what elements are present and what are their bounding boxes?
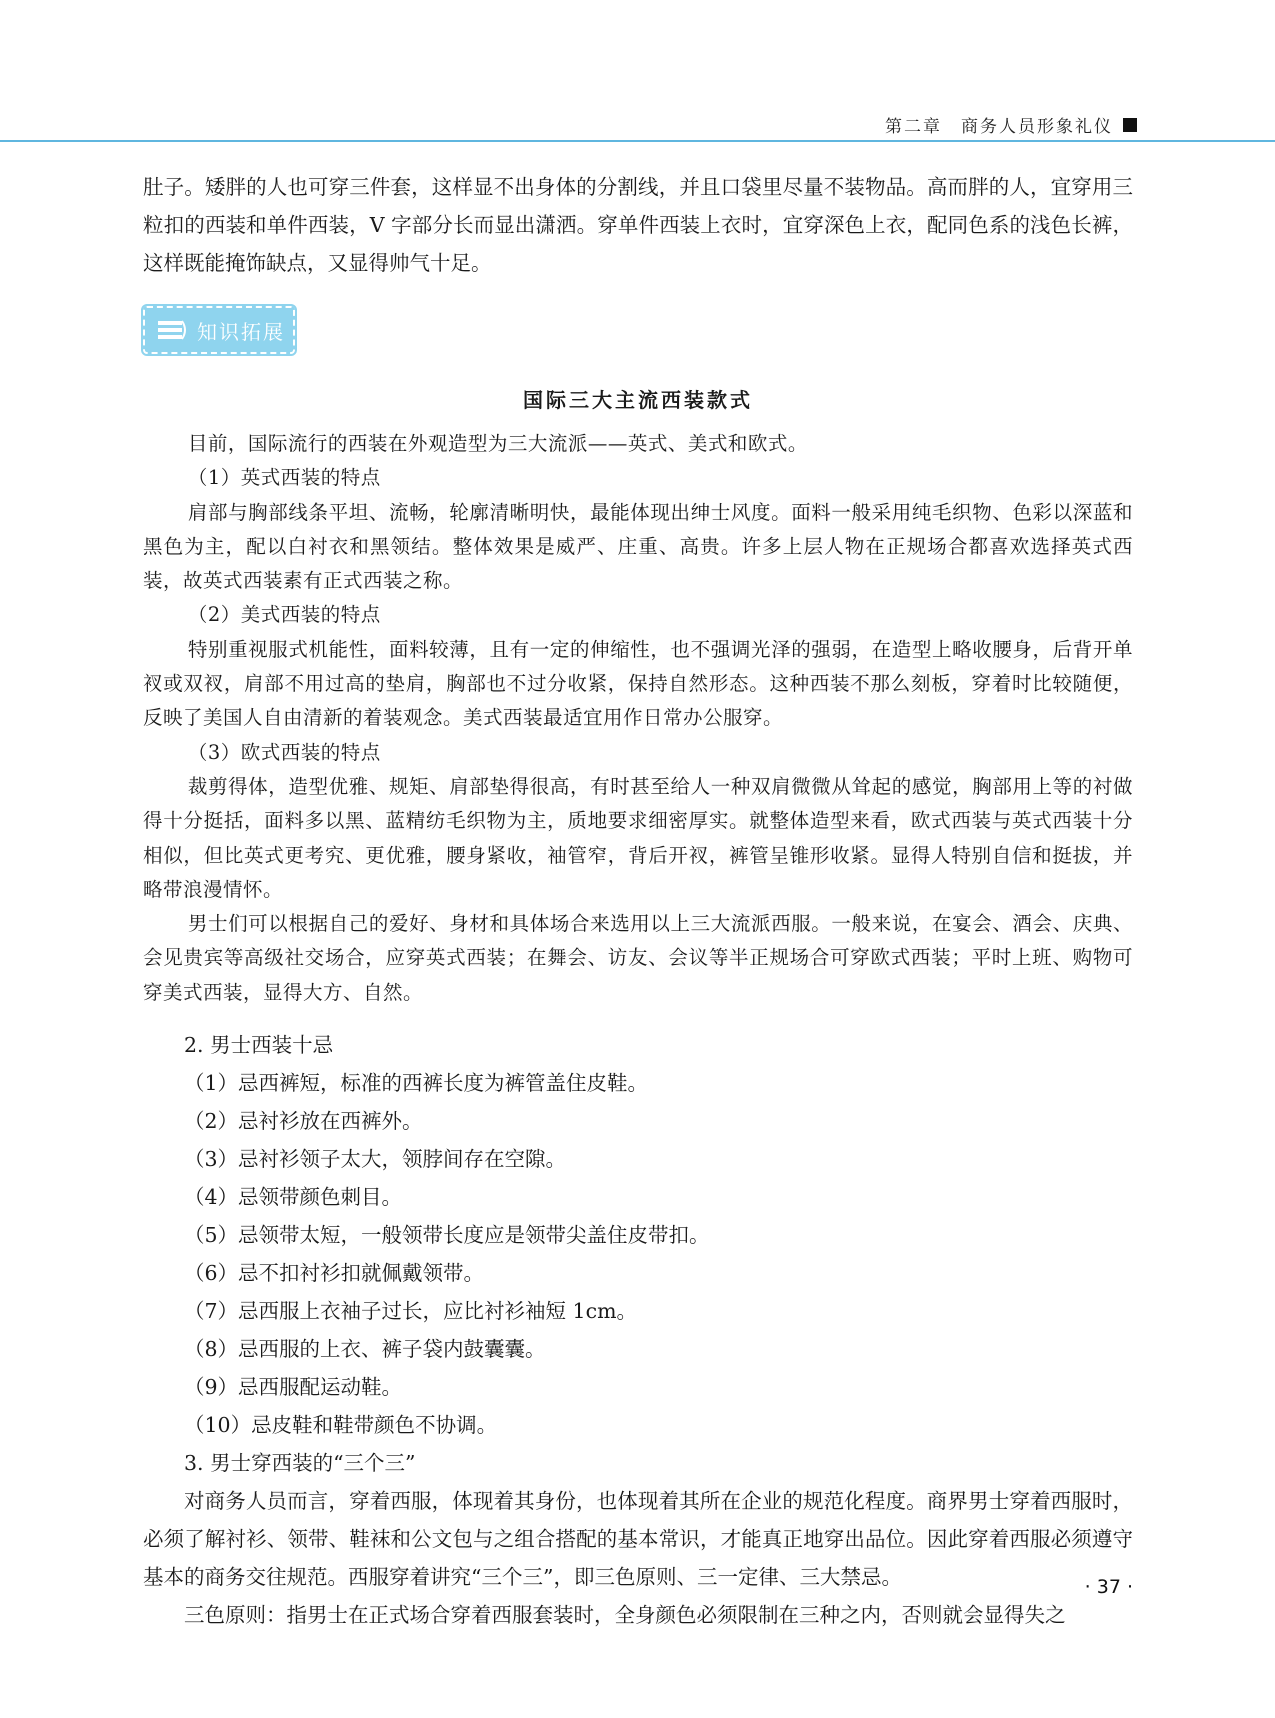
- section-heading-three-threes: 3. 男士穿西装的“三个三”: [184, 1451, 416, 1476]
- list-item: （5）忌领带太短，一般领带长度应是领带尖盖住皮带扣。: [184, 1223, 710, 1248]
- body-paragraph: 三色原则：指男士在正式场合穿着西服套装时，全身颜色必须限制在三种之内，否则就会显得失之: [184, 1603, 1066, 1628]
- extension-subheading: （1）英式西装的特点: [187, 466, 381, 490]
- list-item: （1）忌西裤短，标准的西裤长度为裤管盖住皮鞋。: [184, 1071, 649, 1096]
- list-item: （6）忌不扣衬衫扣就佩戴领带。: [184, 1261, 485, 1286]
- list-item: （7）忌西服上衣袖子过长，应比衬衫袖短 1cm。: [184, 1299, 638, 1324]
- extension-title: 国际三大主流西装款式: [523, 388, 753, 412]
- list-item: （9）忌西服配运动鞋。: [184, 1375, 403, 1400]
- extension-paragraph: 特别重视服式机能性，面料较薄，且有一定的伸缩性，也不强调光泽的强弱，在造型上略收腰身，后背开单衩或双衩，肩部不用过高的垫肩，胸部也不过分收紧，保持自然形态。这种西装不那么刻板，穿着时比较随便，反映了美国人自由清新的着装观念。美式西装最适宜用作日常办公服穿。: [143, 637, 1133, 730]
- extension-subheading: （2）美式西装的特点: [187, 603, 381, 627]
- extension-body: [143, 427, 1133, 1010]
- book-icon: [155, 315, 189, 345]
- list-item: （10）忌皮鞋和鞋带颜色不协调。: [184, 1413, 498, 1438]
- page-header: [0, 0, 1275, 140]
- extension-paragraph: 肩部与胸部线条平坦、流畅，轮廓清晰明快，最能体现出绅士风度。面料一般采用纯毛织物、色彩以深蓝和黑色为主，配以白衬衣和黑领结。整体效果是威严、庄重、高贵。许多上层人物在正规场合都喜欢选择英式西装，故英式西装素有正式西装之称。: [143, 500, 1133, 593]
- section-heading-taboos: 2. 男士西装十忌: [184, 1033, 334, 1058]
- extension-paragraph: 男士们可以根据自己的爱好、身材和具体场合来选用以上三大流派西服。一般来说，在宴会、酒会、庆典、会见贵宾等高级社交场合，应穿英式西装；在舞会、访友、会议等半正规场合可穿欧式西装；平时上班、购物可穿美式西装，显得大方、自然。: [143, 912, 1133, 1004]
- page-content: [143, 168, 1133, 1634]
- header-rule: [0, 140, 1275, 142]
- intro-paragraph: 肚子。矮胖的人也可穿三件套，这样显不出身体的分割线，并且口袋里尽量不装物品。高而胖的人，宜穿用三粒扣的西装和单件西装，V 字部分长而显出潇洒。穿单件西装上衣时，宜穿深色上衣，配同色系的浅色长裤，这样既能掩饰缺点，又显得帅气十足。: [143, 175, 1133, 275]
- chapter-title: 第二章 商务人员形象礼仪: [885, 117, 1113, 137]
- list-item: （4）忌领带颜色刺目。: [184, 1185, 403, 1210]
- list-item: （2）忌衬衫放在西裤外。: [184, 1109, 423, 1134]
- extension-paragraph: 目前，国际流行的西装在外观造型为三大流派——英式、美式和欧式。: [187, 432, 808, 455]
- list-item: （8）忌西服的上衣、裤子袋内鼓囊囊。: [184, 1337, 546, 1362]
- page-number: · 37 ·: [1084, 1576, 1133, 1598]
- list-item: （3）忌衬衫领子太大，领脖间存在空隙。: [184, 1147, 567, 1172]
- running-header: [885, 112, 1137, 137]
- body-paragraph: 对商务人员而言，穿着西服，体现着其身份，也体现着其所在企业的规范化程度。商界男士穿着西服时，必须了解衬衫、领带、鞋袜和公文包与之组合搭配的基本常识，才能真正地穿出品位。因此穿着西服必须遵守基本的商务交往规范。西服穿着讲究“三个三”，即三色原则、三一定律、三大禁忌。: [143, 1489, 1133, 1590]
- extension-subheading: （3）欧式西装的特点: [187, 740, 381, 764]
- knowledge-extension-badge: [143, 306, 295, 354]
- badge-label: 知识拓展: [197, 319, 285, 344]
- extension-paragraph: 裁剪得体，造型优雅、规矩、肩部垫得很高，有时甚至给人一种双肩微微从耸起的感觉，胸部用上等的衬做得十分挺括，面料多以黑、蓝精纺毛织物为主，质地要求细密厚实。就整体造型来看，欧式西装与英式西装十分相似，但比英式更考究、更优雅，腰身紧收，袖管窄，背后开衩，裤管呈锥形收紧。显得人特别自信和挺拔，并略带浪漫情怀。: [143, 774, 1133, 901]
- header-square-icon: [1123, 118, 1137, 132]
